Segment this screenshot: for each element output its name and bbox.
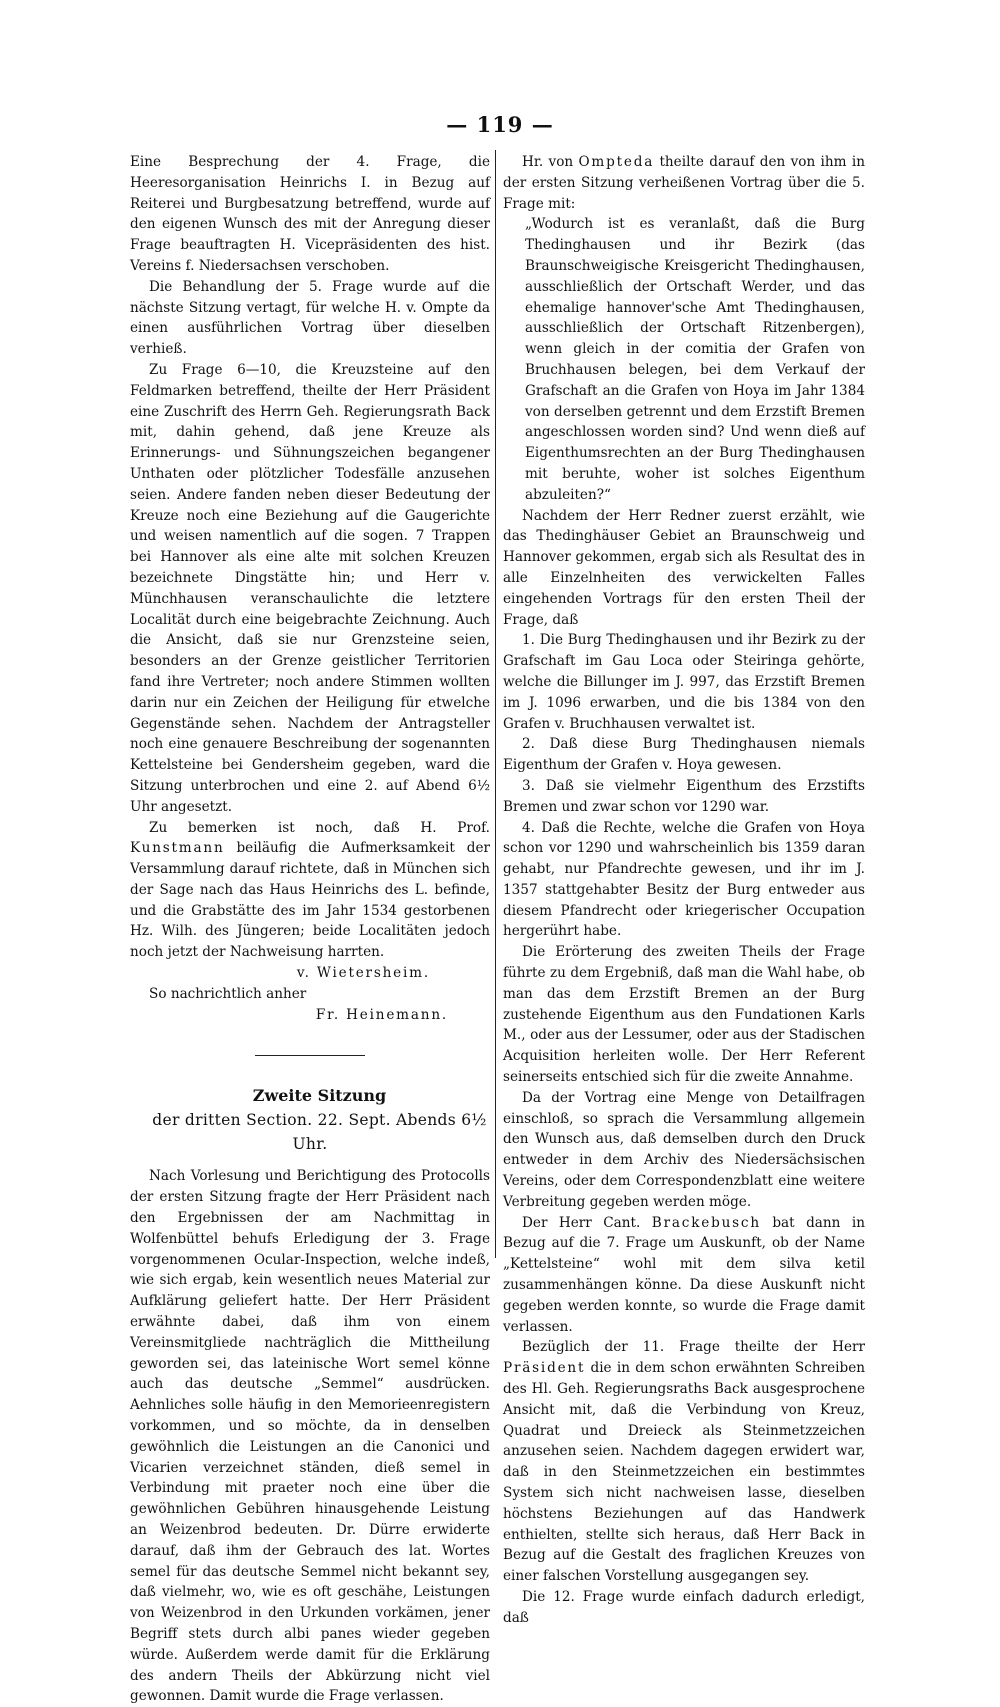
page-number: — 119 — [446, 112, 554, 137]
paragraph: Die Behandlung der 5. Frage wurde auf die nächste Sitzung vertagt, für welche H. v. Ompte da einen ausführlichen Vortrag über dieselben verhieß. [130, 278, 490, 358]
paragraph [130, 818, 490, 964]
signature: Fr. Heinemann. [315, 1006, 448, 1023]
text-run: die in dem schon erwähnten Schreiben des Hl. Geh. Regierungsraths Back ausgesprochene Ansicht mit, daß die Verbindung von Kreuz, Quadrat und Dreieck als Steinmetzzeichen anzusehen seien. Nachdem dagegen erwidert war, daß in den Steinmetzzeichen ein bestimmtes System sich nicht nachweisen lasse, dieselben höchstens Beziehungen auf das Handwerk enthielten, stellte sich heraus, daß Herr Back in Bezug auf die Gestalt des fraglichen Kreuzes von einer falschen Vorstellung ausgegangen sey. [503, 1360, 865, 1585]
list-item: 1. Die Burg Thedinghausen und ihr Bezirk zu der Grafschaft im Gau Loca oder Steiringa gehörte, welche die Billunger im J. 997, das Erzstift Bremen im J. 1096 erwarben, und die bis 1384 von den Grafen v. Bruchhausen verwaltet ist. [503, 632, 865, 732]
text-run: Zu bemerken ist noch, daß H. Prof. [149, 819, 490, 836]
signature: v. Wietersheim. [296, 965, 430, 982]
text-run: bat dann in Bezug auf die 7. Frage um Auskunft, ob der Name „Kettelsteine“ wohl mit dem silva ketil zusammenhängen könne. Da diese Auskunft nicht gegeben werden konnte, so wurde die Frage damit verlassen. [503, 1214, 865, 1335]
paragraph: Nachdem der Herr Redner zuerst erzählt, wie das Thedinghäuser Gebiet an Braunschweig und Hannover gekommen, ergab sich als Resultat des in alle Einzelnheiten des verwickelten Falles eingehenden Vortrags für den ersten Theil der Frage, daß [503, 507, 865, 628]
list-item: 2. Daß diese Burg Thedinghausen niemals Eigenthum der Grafen v. Hoya gewesen. [503, 736, 865, 774]
paragraph [503, 1213, 865, 1338]
paragraph: Nach Vorlesung und Berichtigung des Protocolls der ersten Sitzung fragte der Herr Präsident nach den Ergebnissen der am Nachmittag in Wolfenbüttel behufs Erledigung der 3. Frage vorgenommenen Ocular-Inspection, welche indeß, wie sich ergab, kein wesentlich neues Material zur Aufklärung geliefert hatte. Der Herr Präsident erwähnte dabei, daß ihm von einem Vereinsmitgliede nachträglich die Mittheilung geworden sei, das lateinische Wort semel könne auch das deutsche „Semmel“ ausdrücken. Aehnliches solle häufig in den Memorieenregistern vorkommen, und so möchte, da in denselben gewöhnlich die Leistungen an die Canonici und Vicarien verzeichnet ständen, dieß semel in Verbindung mit praeter noch eine über die gewöhnlichen Gebühren hinausgehende Leistung an Weizenbrod bedeuten. Dr. Dürre erwiderte darauf, daß ihm der Gebrauch des lat. Wortes semel für das deutsche Semmel nicht bekannt sey, daß vielmehr, wo, wie es oft geschähe, Leistungen von Weizenbrod in den Urkunden vorkämen, jener Begriff stets durch albi panes wieder gegeben würde. Außerdem werde damit für die Erklärung des andern Theils der Abkürzung nicht viel gewonnen. Damit wurde die Frage verlassen. [130, 1168, 490, 1705]
person-name: Ompteda [578, 154, 655, 170]
paragraph: Die 12. Frage wurde einfach dadurch erledigt, daß [503, 1588, 865, 1626]
text-run: Der Herr Cant. [522, 1214, 652, 1231]
person-name: Brackebusch [651, 1214, 761, 1231]
paragraph: Die Erörterung des zweiten Theils der Frage führte zu dem Ergebniß, daß man die Wahl habe, ob man das dem Erzstift Bremen an der Burg zustehende Eigenthum aus den Fundationen Karls M., oder aus der Lessumer, oder aus der Stadischen Acquisition herleiten wolle. Der Herr Referent seinerseits entschied sich für die zweite Annahme. [503, 944, 865, 1086]
paragraph: Zu Frage 6—10, die Kreuzsteine auf den Feldmarken betreffend, theilte der Herr Präsident eine Zuschrift des Herrn Geh. Regierungsrath Back mit, dahin gehend, daß jene Kreuze als Erinnerungs- und Sühnungszeichen begangener Unthaten oder plötzlicher Todesfälle anzusehen seien. Andere fanden neben dieser Bedeutung der Kreuze noch eine Beziehung auf die Gaugerichte und weisen namentlich auf die sogen. 7 Trappen bei Hannover als eine alte mit solchen Kreuzen bezeichnete Dingstätte hin; und Herr v. Münchhausen veranschaulichte die letztere Localität durch eine beigebrachte Zeichnung. Auch die Ansicht, daß sie nur Grenzsteine seien, besonders an der Grenze geistlicher Territorien fand ihre Vertreter; noch andere Stimmen wollten darin nur ein Zeichen der Heiligung für etwelche Gegenstände sehen. Nachdem der Antragsteller noch eine genauere Beschreibung der sogenannten Kettelsteine bei Gendersheim gegeben, ward die Sitzung unterbrochen und eine 2. auf Abend 6½ Uhr angesetzt. [130, 361, 490, 815]
paragraph [503, 152, 865, 214]
section-heading: Zweite Sitzung [252, 1086, 387, 1106]
paragraph: Eine Besprechung der 4. Frage, die Heeresorganisation Heinrichs I. in Bezug auf Reiterei und Burgbesatzung betreffend, wurde auf den eigenen Wunsch des mit der Anregung dieser Frage beauftragten H. Vicepräsidenten des hist. Vereins f. Niedersachsen verschoben. [130, 154, 490, 274]
text-run: Bezüglich der 11. Frage theilte der Herr [522, 1339, 865, 1356]
right-column [503, 152, 865, 1629]
column-divider [495, 150, 496, 1258]
paragraph [503, 1337, 865, 1587]
person-name: Kunstmann [130, 840, 225, 857]
quotation: „Wodurch ist es veranlaßt, daß die Burg Thedinghausen und ihr Bezirk (das Braunschweigische Kreisgericht Thedinghausen, ausschließlich der Ortschaft Werder, und das ehemalige hannover'sche Amt Thedinghausen, ausschließlich der Ortschaft Ritzenbergen), wenn gleich in der comitia der Grafen von Bruchhausen belegen, bei dem Verkauf der Grafschaft an die Grafen von Hoya im Jahr 1384 von derselben getrennt und dem Erzstift Bremen angeschlossen worden sind? Und wenn dieß auf Eigenthumsrechten an der Burg Thedinghausen mit beruhte, woher ist solches Eigenthum abzuleiten?“ [525, 216, 865, 503]
list-item: 3. Daß sie vielmehr Eigenthum des Erzstifts Bremen und zwar schon vor 1290 war. [503, 777, 865, 815]
closing-line: So nachrichtlich anher [149, 985, 307, 1002]
section-subheading: der dritten Section. 22. Sept. Abends 6½ Uhr. [152, 1111, 487, 1154]
text-run: theilte darauf den von ihm in der ersten Sitzung verheißenen Vortrag über die 5. Frage mit: [503, 154, 865, 212]
text-run: beiläufig die Aufmerksamkeit der Versammlung darauf richtete, daß in München sich der Sage nach das Haus Heinrichs des L. befinde, und die Grabstätte des im Jahr 1534 gestorbenen Hz. Wilh. des Jüngeren; beide Localitäten jedoch noch jetzt der Nachweisung harrten. [130, 840, 490, 961]
section-rule [255, 1055, 365, 1056]
left-column [130, 152, 490, 1707]
text-run: Hr. von [522, 154, 579, 170]
person-name: Präsident [503, 1360, 586, 1377]
paragraph: Da der Vortrag eine Menge von Detailfragen einschloß, so sprach die Versammlung allgemein den Wunsch aus, daß demselben durch den Druck entweder in dem Archiv des Niedersächsischen Vereins, oder dem Correspondenzblatt eine weitere Verbreitung gegeben werden möge. [503, 1089, 865, 1210]
list-item: 4. Daß die Rechte, welche die Grafen von Hoya schon vor 1290 und wahrscheinlich bis 1359 daran gehabt, nur Pfandrechte gewesen, und ihr im J. 1357 stattgehabter Besitz der Burg entweder aus diesem Pfandrecht oder kriegerischer Occupation hergerührt habe. [503, 819, 865, 940]
